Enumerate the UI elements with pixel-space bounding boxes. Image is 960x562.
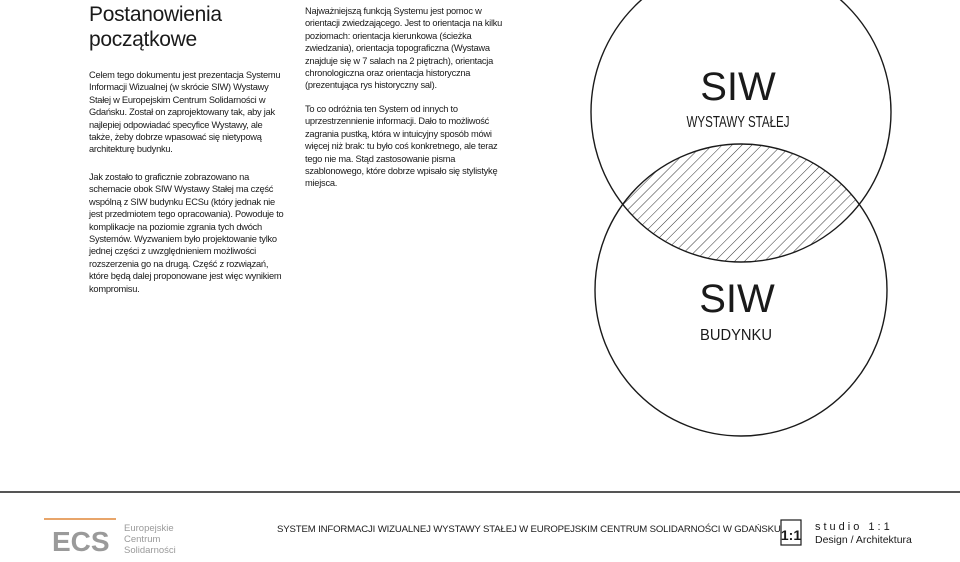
ecs-logo-abbr: ECS xyxy=(52,526,110,557)
spatial-information-paragraph: To co odróżnia ten System od innych to uprzestrzennienie informacji. Dało to możliwość zagrania pustką, która w intuicyjny sposób mówi więcej niż brak: tu było coś konkretnego, ale teraz tego nie ma. Stąd zastosowanie pisma szablonowego, które dobrze wpisało się stylistykę miejsca. xyxy=(305,104,498,189)
intro-paragraph: Celem tego dokumentu jest prezentacja Systemu Informacji Wizualnej (w skrócie SIW) Wystawy Stałej w Europejskim Centrum Solidarności w Gdańsku. Został on zaprojektowany tak, aby jak najlepiej odpowiadać specyfice Wystawy, ale także, żeby dobrze wpasować się nietypową architekturę budynku. xyxy=(89,70,281,155)
venn-diagram xyxy=(560,0,960,480)
ecs-logo-line-2: Centrum xyxy=(124,534,161,545)
studio-tagline: Design / Architektura xyxy=(815,534,912,546)
orientation-paragraph: Najważniejszą funkcją Systemu jest pomoc w orientacji zwiedzającego. Jest to orientacja na kilku poziomach: orientacja kierunkowa (ścieżka zwiedzania), orientacja topograficzna (Wystawa znajduje się w 7 salach na 2 piętrach), orientacja chronologiczna oraz orientacja historyczna (prezentująca rys historyczny sal). xyxy=(305,6,503,91)
ecs-logo-accent xyxy=(44,518,116,520)
ecs-logo-line-3: Solidarności xyxy=(124,545,176,556)
footer-divider xyxy=(0,491,960,493)
studio-mark: 1:1 xyxy=(780,527,802,543)
top-circle-subtitle: WYSTAWY STAŁEJ xyxy=(686,114,790,131)
top-circle-title: SIW xyxy=(700,65,776,109)
studio-logo xyxy=(780,519,920,549)
diagram-explanation-paragraph: Jak zostało to graficznie zobrazowano na schemacie obok SIW Wystawy Stałej ma część wspólną z SIW budynku ECSu (który jednak nie jest przedmiotem tego opracowania). Powoduje to komplikacje na poziomie zgrania tych dwóch Systemów. Wyzwaniem było projektowanie tylko jednej części z uwzględnieniem możliwości rozszerzenia go na drugą. Część z rozwiązań, które będą dalej proponowane jest więc wynikiem kompromisu. xyxy=(89,172,284,294)
title-line-1: Postanowienia xyxy=(89,3,222,26)
page-title xyxy=(89,2,289,52)
ecs-logo xyxy=(44,518,184,558)
bottom-circle-subtitle: BUDYNKU xyxy=(700,327,772,344)
title-line-2: początkowe xyxy=(89,28,197,51)
ecs-logo-line-1: Europejskie xyxy=(124,523,174,534)
studio-name: studio 1:1 xyxy=(815,521,893,533)
footer-document-title: SYSTEM INFORMACJI WIZUALNEJ WYSTAWY STAŁEJ W EUROPEJSKIM CENTRUM SOLIDARNOŚCI W GDAŃSKU xyxy=(277,524,781,535)
bottom-circle-title: SIW xyxy=(699,277,775,321)
